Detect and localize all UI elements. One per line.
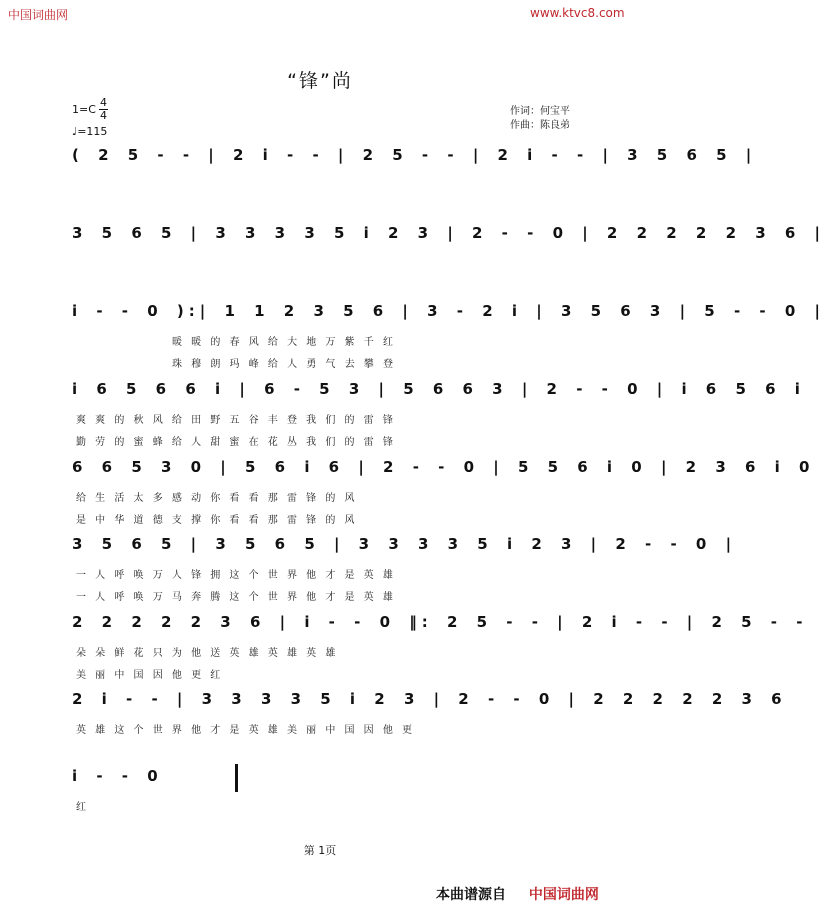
- time-signature: [99, 97, 108, 122]
- song-title: “锋”尚: [287, 70, 353, 92]
- site-watermark-left: 中国词曲网: [8, 8, 69, 22]
- source-footer: [436, 884, 599, 904]
- lyric-line: 朵 朵 鲜 花 只 为 他 送 英 雄 英 雄 英 雄: [76, 648, 339, 659]
- lyric-line: 美 丽 中 国 因 他 更 红: [76, 670, 224, 681]
- lyric-line: 给 生 活 太 多 感 动 你 看 看 那 雷 锋 的 风: [76, 493, 358, 504]
- composer-credit: 作曲：陈良弟: [510, 120, 570, 131]
- tempo-marking: ♩=115: [72, 125, 108, 138]
- source-label: 本曲谱源自: [436, 887, 506, 903]
- site-watermark-right[interactable]: www.ktvc8.com: [530, 6, 625, 20]
- notation-row-5: 6 6 5 3 0 | 5 6 i 6 | 2 - - 0 | 5 5 6 i 0 | 2 3 6 i 0: [72, 458, 815, 476]
- final-barline: [235, 764, 238, 792]
- lyric-line: 英 雄 这 个 世 界 他 才 是 英 雄 美 丽 中 国 因 他 更: [76, 725, 416, 736]
- notation-row-7: 2 2 2 2 2 3 6 | i - - 0 ‖: 2 5 - - | 2 i - - | 2 5 - -: [72, 613, 808, 631]
- notation-row-1: ( 2 5 - - | 2 i - - | 2 5 - - | 2 i - - | 3 5 6 5 |: [72, 146, 757, 164]
- lyric-line: 勤 劳 的 蜜 蜂 给 人 甜 蜜 在 花 丛 我 们 的 雷 锋: [76, 437, 396, 448]
- notation-row-2: 3 5 6 5 | 3 3 3 3 5 i 2 3 | 2 - - 0 | 2 2 2 2 2 3 6 |: [72, 224, 825, 242]
- key-signature: 1=C: [72, 103, 96, 116]
- source-site[interactable]: 中国词曲网: [528, 887, 599, 903]
- lyric-line: 一 人 呼 唤 万 人 锋 拥 这 个 世 界 他 才 是 英 雄: [76, 570, 396, 581]
- notation-row-4: i 6 5 6 6 i | 6 - 5 3 | 5 6 6 3 | 2 - - 0 | i 6 5 6 i: [72, 380, 805, 398]
- time-sig-bottom: 4: [100, 109, 107, 122]
- lyric-line: 一 人 呼 唤 万 马 奔 腾 这 个 世 界 他 才 是 英 雄: [76, 592, 396, 603]
- page-number: 第 1页: [303, 844, 337, 857]
- notation-row-3: i - - 0 ):| 1 1 2 3 5 6 | 3 - 2 i | 3 5 6 3 | 5 - - 0 |: [72, 302, 825, 320]
- lyricist-credit: 作词：何宝平: [510, 106, 570, 117]
- lyric-line: 红: [76, 802, 89, 813]
- notation-row-6: 3 5 6 5 | 3 5 6 5 | 3 3 3 3 5 i 2 3 | 2 - - 0 |: [72, 535, 737, 553]
- time-sig-top: 4: [100, 96, 107, 109]
- lyric-line: 暖 暖 的 春 风 给 大 地 万 紫 千 红: [172, 337, 396, 348]
- lyric-line: 爽 爽 的 秋 风 给 田 野 五 谷 丰 登 我 们 的 雷 锋: [76, 415, 396, 426]
- lyric-line: 是 中 华 道 德 支 撑 你 看 看 那 雷 锋 的 风: [76, 515, 358, 526]
- notation-row-9: i - - 0: [72, 767, 163, 785]
- lyric-line: 珠 穆 朗 玛 峰 给 人 勇 气 去 攀 登: [172, 359, 396, 370]
- notation-row-8: 2 i - - | 3 3 3 3 5 i 2 3 | 2 - - 0 | 2 2 2 2 2 3 6: [72, 690, 787, 708]
